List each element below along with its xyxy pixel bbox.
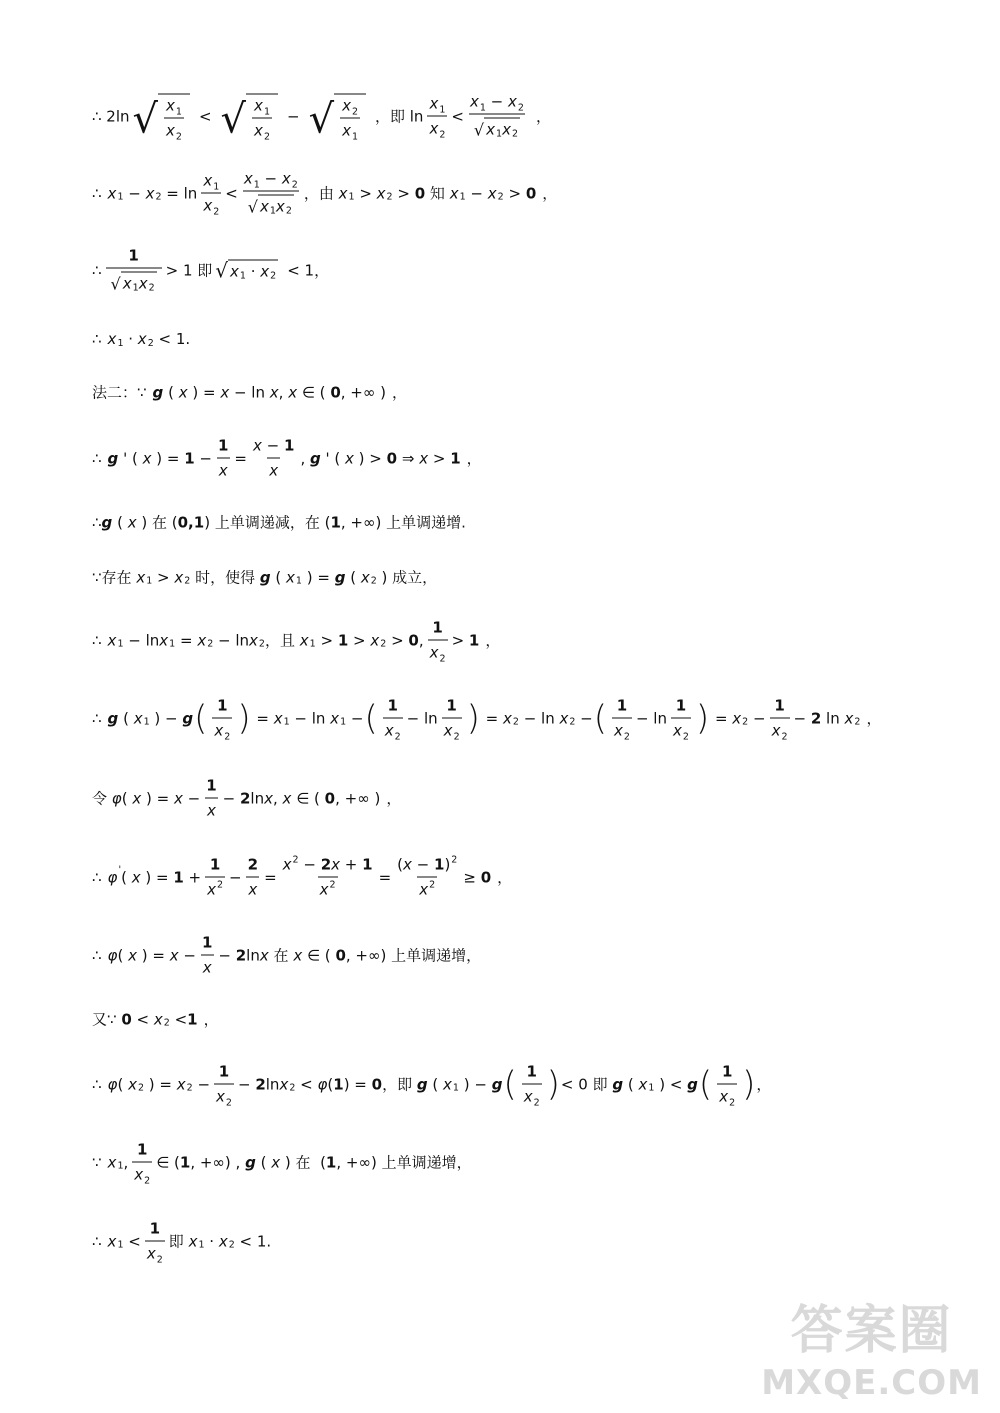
step-text: < 0 即 [560,1075,608,1094]
step-text: ∴ [92,330,102,348]
step-line-11: 令 φ ( x ) = x − $\frac{1}{x}$ − 2 ln x , x ∈ ( 0 , +∞ ) ， [92,776,402,820]
step-text: ， [535,107,551,126]
watermark [761,1288,982,1403]
step-text: 上单调递减，在 [214,513,320,532]
step-line-1: ∴ 2ln √ $\frac{x_1}{x_2}$ < √ $\frac{x_1}{x_2}$ − √ $\frac{x_2}{x_1}$ ，即 ln $\frac{x_1}{x_2}$ < $x_1 - x_2$ √ x 1 x 2 ， [92,92,551,142]
step-text: ∴ [92,868,102,886]
step-text: 又∵ [92,1010,117,1029]
step-text: ， [466,449,482,468]
step-text: ， [485,631,501,650]
step-text: ， [866,709,882,728]
step-text: ，由 [303,184,334,203]
step-text: > 1 即 [165,261,213,280]
step-text: ∴ [92,1075,102,1093]
step-text: ∵存在 [92,568,132,587]
step-text: < 1， [287,261,330,280]
step-text: ，且 [264,631,295,650]
step-text: ， [203,1010,219,1029]
math-sqrt: √ $\frac{x_1}{x_2}$ [133,93,190,139]
step-line-3: ∴ 1 √ x 1 x 2 > 1 即 √ x 1 · x 2 < 1， [92,246,330,294]
watermark-en: MXQE.COM [761,1363,982,1403]
step-text: < 1. [239,1232,272,1250]
step-text: ， [386,789,402,808]
step-text: ∴ [92,1232,102,1250]
step-line-2: ∴ x 1 − x 2 = ln $\frac{x_1}{x_2}$ < $x_1 - x_2$ √ x 1 x 2 ，由 x 1 > x 2 > 0 知 x 1 − x 2 > 0 ， [92,169,558,218]
step-text: 上单调递增. [386,513,466,532]
step-text: ， [497,868,513,887]
step-text: 在 [151,513,167,532]
step-line-17: ∴ x 1 < $\frac{1}{x_2}$ 即 x 1 · x 2 < 1. [92,1219,272,1266]
step-text: 令 [92,789,108,808]
step-text: < 1. [158,330,191,348]
step-text: 成立， [392,568,438,587]
step-text: ，即 ln [375,107,424,126]
step-line-16: ∵ x 1 , $\frac{1}{x_2}$ ∈ ( 1 , +∞) , g ( x ) 在 ( 1 , +∞) 上单调递增， [92,1140,472,1187]
step-text: ∴ 2ln [92,107,130,125]
step-text: ， [391,383,407,402]
step-text: 上单调递增， [391,946,482,965]
step-text: 法二：∵ [92,383,147,402]
step-line-15: ∴ φ ( x 2 ) = x 2 − $\frac{1}{x_2}$ − 2 ln x 2 < φ ( 1 ) = 0 ，即 g ( x 1 ) − g ( $\frac{1}{x_2}$ ) < 0 即 g ( x 1 ) < g ( $\frac{1}{x_2}$ ) ， [92,1062,772,1109]
step-text: ∴ [92,513,102,531]
step-line-8: ∵存在 x 1 > x 2 时，使得 g ( x 1 ) = g ( x 2 ) 成立， [92,568,438,587]
step-line-13: ∴ φ ( x ) = x − $\frac{1}{x}$ − 2 ln x 在 x ∈ ( 0 , +∞) 上单调递增， [92,933,482,977]
math-sqrt: √ $\frac{x_1}{x_2}$ [221,93,278,139]
step-text: ， [542,184,558,203]
step-text: 知 [429,184,445,203]
math-sqrt: √ $\frac{x_2}{x_1}$ [309,93,366,139]
step-text: ∴ [92,946,102,964]
step-text: ∴ [92,261,102,279]
step-text: ∴ [92,449,102,467]
step-text: 上单调递增， [381,1153,472,1172]
step-text: ，即 [382,1075,413,1094]
step-text: 在 [273,946,289,965]
watermark-cn: 答案圈 [790,1301,953,1361]
step-line-12: ∴ φ ' ( x ) = 1 + $\frac{1}{x^2}$ − $\frac{2}{x}$ = $\frac{x^2 - 2x + 1}{x^2}$ = $\frac{(x - 1)^2}{x^2}$ ≥ 0 ， [92,854,513,899]
step-text: 时，使得 [195,568,256,587]
step-line-5: 法二：∵ g ( x ) = x − ln x , x ∈ ( 0 , +∞ ) ， [92,383,407,402]
step-text: 即 [168,1232,184,1251]
step-line-14: 又∵ 0 < x 2 < 1 ， [92,1010,219,1029]
step-line-6: ∴ g ' ( x ) = 1 − $\frac{1}{x}$ = $\frac{x - 1}{x}$ , g ' ( x ) > 0 ⇒ x > 1 ， [92,436,482,480]
step-text: ， [756,1075,772,1094]
step-line-7: ∴ g ( x ) 在 ( 0,1 ) 上单调递减，在 ( 1 , +∞) 上单调递增. [92,513,466,532]
step-text: ∵ [92,1153,102,1171]
step-line-4: ∴ x 1 · x 2 < 1. [92,330,191,349]
step-text: ∴ [92,709,102,727]
step-line-10: ∴ g ( x 1 ) − g ( $\frac{1}{x_2}$ ) = x 1 − ln x 1 − ( $\frac{1}{x_2}$ − ln $\frac{1}{x_2}$ ) = x 2 − ln x 2 − ( $\frac{1}{x_2}$ − ln $\frac{1}{x_2}$ ) = x 2 − $\frac{1}{x_2}$ − 2 ln x 2 ， [92,696,882,743]
step-text: 在 [295,1153,311,1172]
step-line-9: ∴ x 1 − ln x 1 = x 2 − ln x 2 ，且 x 1 > 1 > x 2 > 0 , $\frac{1}{x_2}$ > 1 ， [92,618,501,665]
step-text: ∴ [92,631,102,649]
step-text: ∴ [92,184,102,202]
